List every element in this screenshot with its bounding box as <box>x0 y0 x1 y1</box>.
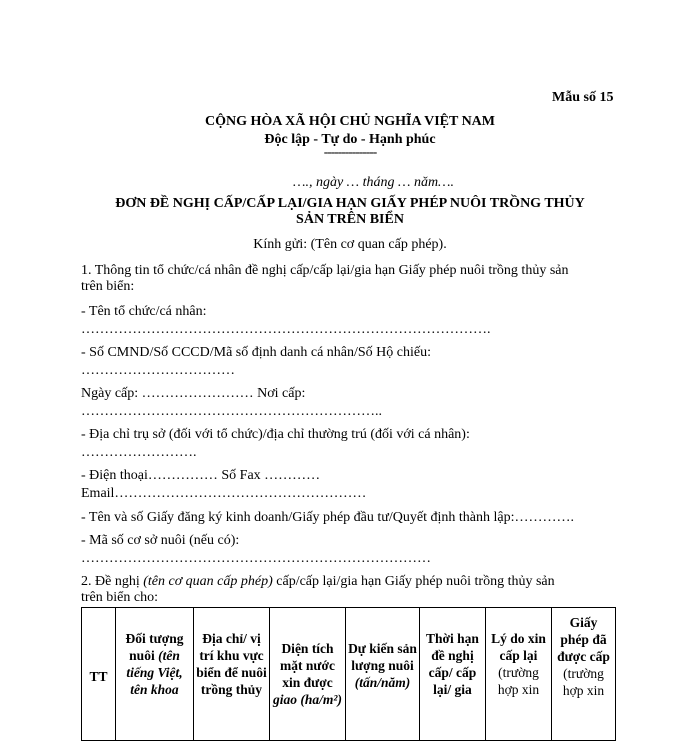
section1-heading-cont: trên biển: <box>81 279 135 294</box>
facility-code-label: - Mã số cơ sở nuôi (nếu có): <box>81 533 240 548</box>
section1-heading: 1. Thông tin tổ chức/cá nhân đề nghị cấp/cấp lại/gia hạn Giấy phép nuôi trồng thủy sản <box>81 263 569 278</box>
col-output-label: Dự kiến sản lượng nuôi <box>348 641 417 673</box>
col-reason-label: Lý do xin cấp lại <box>491 631 546 663</box>
section2-prefix: 2. Đề nghị <box>81 574 144 589</box>
id-field: …………………………… <box>81 363 235 378</box>
facility-code-field: ………………………………………………………………… <box>81 551 431 566</box>
section2-agency: (tên cơ quan cấp phép) <box>143 574 273 589</box>
date-line: …., ngày … tháng … năm…. <box>293 175 455 190</box>
col-output-unit: (tấn/năm) <box>354 675 411 690</box>
email-line: Email……………………………………………… <box>81 486 367 501</box>
col-area <box>270 608 346 741</box>
address-field: ……………………. <box>81 445 197 460</box>
col-location: Địa chỉ/ vị trí khu vực biển để nuôi trồng thủy <box>194 608 270 741</box>
org-name-field: ……………………………………………………………………………. <box>81 322 491 337</box>
col-species <box>116 608 194 741</box>
phone-fax-line: - Điện thoại…………… Số Fax ………… <box>81 468 321 483</box>
col-area-label: Diện tích mặt nước xin được <box>280 641 335 690</box>
col-prior-license-note: (trường hợp xin <box>562 666 605 698</box>
recipient-line: Kính gửi: (Tên cơ quan cấp phép). <box>253 237 447 252</box>
business-license-line: - Tên và số Giấy đăng ký kinh doanh/Giấy phép đầu tư/Quyết định thành lập:…………. <box>81 510 574 525</box>
section2-heading <box>81 574 555 590</box>
request-table <box>81 607 616 741</box>
col-prior-license <box>552 608 616 741</box>
address-label: - Địa chỉ trụ sở (đối với tổ chức)/địa chỉ thường trú (đối với cá nhân): <box>81 427 470 442</box>
document-title-line1: ĐƠN ĐỀ NGHỊ CẤP/CẤP LẠI/GIA HẠN GIẤY PHÉP NUÔI TRỒNG THỦY <box>115 196 585 211</box>
form-number: Mẫu số 15 <box>552 90 614 105</box>
section2-heading-cont: trên biển cho: <box>81 590 158 605</box>
document-title-line2: SẢN TRÊN BIỂN <box>296 212 404 227</box>
header-rule: --------------- <box>323 144 377 159</box>
table-header-row <box>82 608 616 741</box>
national-motto: Độc lập - Tự do - Hạnh phúc <box>264 132 436 147</box>
col-reason <box>486 608 552 741</box>
country-name: CỘNG HÒA XÃ HỘI CHỦ NGHĨA VIỆT NAM <box>204 114 495 129</box>
issue-place-field: ……………………………………………………….. <box>81 404 382 419</box>
col-tt: TT <box>82 608 116 741</box>
col-duration: Thời hạn đề nghị cấp/ cấp lại/ gia <box>420 608 486 741</box>
section2-suffix: cấp/cấp lại/gia hạn Giấy phép nuôi trồng thủy sản <box>272 574 555 589</box>
id-label: - Số CMND/Số CCCD/Mã số định danh cá nhân/Số Hộ chiếu: <box>81 345 431 360</box>
col-reason-note: (trường hợp xin <box>497 665 540 697</box>
col-output <box>346 608 420 741</box>
col-species-name: Đối tượng nuôi <box>125 631 184 663</box>
issue-date-place: Ngày cấp: …………………… Nơi cấp: <box>81 386 306 401</box>
col-species-note: (tên tiếng Việt, tên khoa <box>126 648 183 697</box>
col-prior-license-label: Giấy phép đã được cấp <box>557 615 610 664</box>
org-name-label: - Tên tổ chức/cá nhân: <box>81 304 207 319</box>
col-area-unit: giao (ha/m²) <box>273 692 342 707</box>
